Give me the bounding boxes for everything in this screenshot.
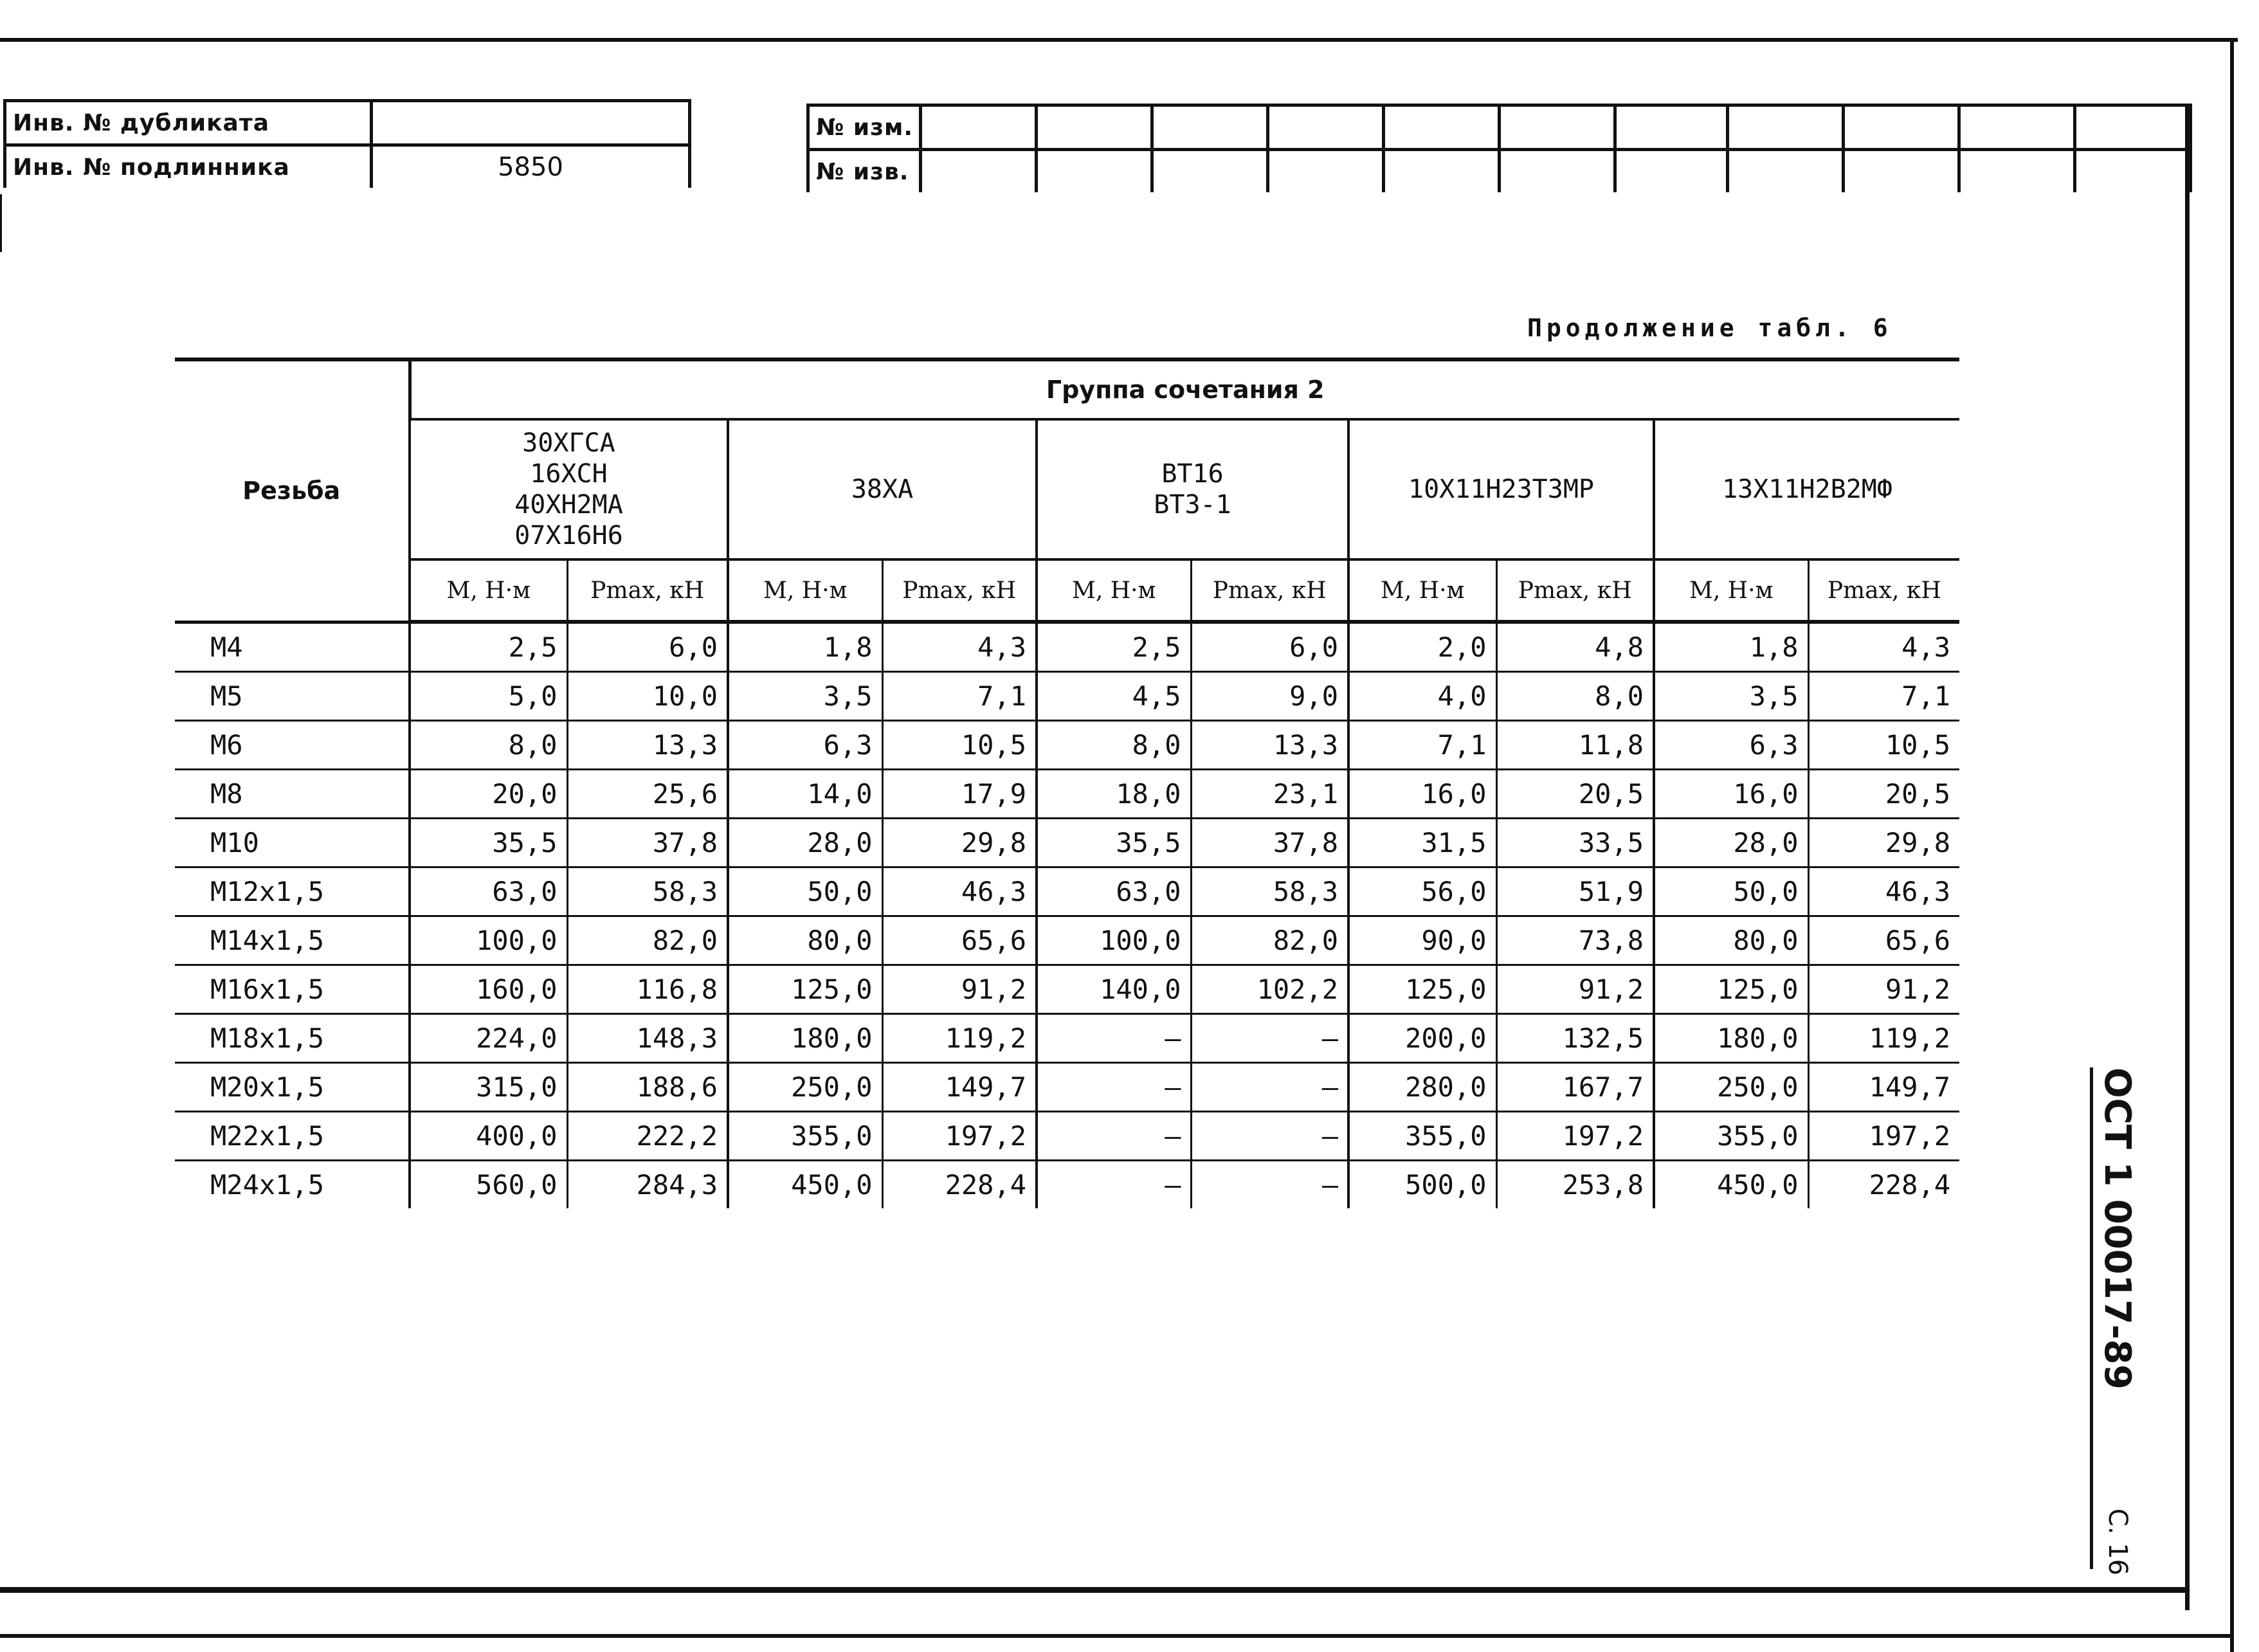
torque-cell: 500,0 [1348, 1161, 1496, 1209]
force-cell: 228,4 [882, 1161, 1037, 1209]
torque-cell: 160,0 [410, 965, 567, 1014]
force-cell: 197,2 [882, 1112, 1037, 1161]
torque-cell: 400,0 [410, 1112, 567, 1161]
force-cell: 119,2 [1808, 1014, 1959, 1063]
thread-size-cell: М18х1,5 [175, 1014, 410, 1063]
original-label: Инв. № подлинника [5, 145, 372, 188]
force-cell: 167,7 [1496, 1063, 1654, 1112]
force-cell: 58,3 [1191, 867, 1348, 916]
torque-cell: 35,5 [410, 819, 567, 867]
table-row [175, 1063, 1959, 1112]
torque-cell: 63,0 [1037, 867, 1191, 916]
force-cell: 6,0 [1191, 622, 1348, 672]
torque-cell: 4,0 [1348, 672, 1496, 721]
material-header-row [175, 419, 1959, 559]
force-cell: – [1191, 1161, 1348, 1209]
torque-cell: 224,0 [410, 1014, 567, 1063]
force-cell: 29,8 [1808, 819, 1959, 867]
material-header: 30ХГСА 16ХСН 40ХН2МА 07Х16Н6 [410, 419, 728, 559]
group-header: Группа сочетания 2 [410, 359, 1959, 419]
force-cell: 91,2 [882, 965, 1037, 1014]
force-cell: – [1191, 1063, 1348, 1112]
table-row [175, 770, 1959, 819]
force-cell: 148,3 [567, 1014, 728, 1063]
original-value: 5850 [372, 145, 690, 188]
torque-cell: 200,0 [1348, 1014, 1496, 1063]
unit-header-row [175, 559, 1959, 622]
force-cell: 149,7 [882, 1063, 1037, 1112]
stamp-cell [1152, 105, 1268, 150]
torque-unit-header: М, Н·м [1654, 559, 1808, 622]
torque-cell: 16,0 [1654, 770, 1808, 819]
torque-cell: 14,0 [728, 770, 882, 819]
force-cell: 7,1 [1808, 672, 1959, 721]
torque-cell: – [1037, 1161, 1191, 1209]
stamp-cell [1384, 105, 1500, 150]
force-cell: 20,5 [1808, 770, 1959, 819]
force-cell: 13,3 [567, 721, 728, 770]
torque-cell: – [1037, 1112, 1191, 1161]
torque-cell: 1,8 [1654, 622, 1808, 672]
torque-cell: 560,0 [410, 1161, 567, 1209]
force-unit-header: Pmax, кН [1496, 559, 1654, 622]
torque-cell: 355,0 [728, 1112, 882, 1161]
force-cell: 10,5 [882, 721, 1037, 770]
force-unit-header: Pmax, кН [882, 559, 1037, 622]
torque-cell: 8,0 [410, 721, 567, 770]
force-cell: – [1191, 1014, 1348, 1063]
force-cell: 91,2 [1496, 965, 1654, 1014]
table-row [175, 819, 1959, 867]
frame-bottom-border [0, 1634, 2234, 1638]
force-cell: 65,6 [1808, 916, 1959, 965]
inner-frame-bottom-border [0, 1587, 2189, 1593]
inventory-stamp [3, 99, 691, 188]
torque-cell: – [1037, 1014, 1191, 1063]
change-number-row [808, 105, 2191, 150]
torque-cell: 5,0 [410, 672, 567, 721]
force-cell: 4,3 [882, 622, 1037, 672]
torque-cell: 90,0 [1348, 916, 1496, 965]
force-cell: 8,0 [1496, 672, 1654, 721]
torque-cell: 125,0 [1654, 965, 1808, 1014]
torque-cell: 56,0 [1348, 867, 1496, 916]
stamp-cell [1844, 150, 1959, 193]
torque-cell: 180,0 [728, 1014, 882, 1063]
side-title-block [2089, 1067, 2146, 1595]
force-cell: 11,8 [1496, 721, 1654, 770]
thread-size-cell: М24х1,5 [210, 1169, 325, 1201]
torque-cell: 100,0 [1037, 916, 1191, 965]
table-row [175, 1161, 1959, 1209]
page-number: С. 16 [2103, 1508, 2132, 1575]
force-cell: 13,3 [1191, 721, 1348, 770]
material-header: ВТ16 ВТ3-1 [1037, 419, 1348, 559]
force-cell: 197,2 [1496, 1112, 1654, 1161]
force-cell: 46,3 [1808, 867, 1959, 916]
torque-cell: 280,0 [1348, 1063, 1496, 1112]
torque-unit-header: М, Н·м [1037, 559, 1191, 622]
inner-frame-right-border [2185, 104, 2190, 1610]
force-unit-header: Pmax, кН [567, 559, 728, 622]
stamp-cell [2075, 150, 2191, 193]
table-row [175, 916, 1959, 965]
torque-cell: 50,0 [1654, 867, 1808, 916]
torque-cell: 18,0 [1037, 770, 1191, 819]
force-cell: 9,0 [1191, 672, 1348, 721]
force-cell: 51,9 [1496, 867, 1654, 916]
torque-cell: 7,1 [1348, 721, 1496, 770]
force-cell: 228,4 [1808, 1161, 1959, 1209]
stamp-cell [1728, 105, 1844, 150]
force-cell: 46,3 [882, 867, 1037, 916]
stamp-cell [1959, 105, 2075, 150]
stamp-cell [1615, 105, 1728, 150]
force-cell: 65,6 [882, 916, 1037, 965]
thread-column-header: Резьба [175, 359, 410, 622]
group-header-row [175, 359, 1959, 419]
table-row [175, 622, 1959, 672]
stamp-cell [1037, 150, 1152, 193]
material-header: 10Х11Н23Т3МР [1348, 419, 1654, 559]
force-cell: 132,5 [1496, 1014, 1654, 1063]
torque-table [175, 358, 1959, 1208]
table-row [175, 721, 1959, 770]
force-cell: 82,0 [1191, 916, 1348, 965]
force-cell: 253,8 [1496, 1161, 1654, 1209]
stamp-cell [1728, 150, 1844, 193]
thread-size-cell: М22х1,5 [175, 1112, 410, 1161]
stamp-cell [2075, 105, 2191, 150]
table-row [175, 965, 1959, 1014]
torque-cell: 3,5 [1654, 672, 1808, 721]
stamp-cell [1152, 150, 1268, 193]
torque-cell: 2,0 [1348, 622, 1496, 672]
torque-cell: 35,5 [1037, 819, 1191, 867]
torque-cell: 28,0 [1654, 819, 1808, 867]
duplicate-value [372, 101, 690, 145]
force-cell: 37,8 [1191, 819, 1348, 867]
force-unit-header: Pmax, кН [1808, 559, 1959, 622]
force-cell: – [1191, 1112, 1348, 1161]
force-cell: 10,0 [567, 672, 728, 721]
stamp-cell [1384, 150, 1500, 193]
torque-cell: 355,0 [1348, 1112, 1496, 1161]
torque-cell: 16,0 [1348, 770, 1496, 819]
force-cell: 149,7 [1808, 1063, 1959, 1112]
torque-cell: 6,3 [1654, 721, 1808, 770]
table-row [175, 867, 1959, 916]
force-cell: 4,3 [1808, 622, 1959, 672]
change-number-label: № изм. [808, 105, 921, 150]
force-unit-header: Pmax, кН [1191, 559, 1348, 622]
force-cell: 58,3 [567, 867, 728, 916]
torque-cell: 28,0 [728, 819, 882, 867]
torque-cell: 125,0 [1348, 965, 1496, 1014]
table-continuation-caption: Продолжение табл. 6 [1527, 314, 1892, 342]
original-row [5, 145, 690, 188]
torque-cell: – [1037, 1063, 1191, 1112]
force-cell: 10,5 [1808, 721, 1959, 770]
stamp-cell [1844, 105, 1959, 150]
table-row [175, 1014, 1959, 1063]
notice-number-label: № изв. [808, 150, 921, 193]
torque-unit-header: М, Н·м [1348, 559, 1496, 622]
torque-cell: 6,3 [728, 721, 882, 770]
stamp-cell [1959, 150, 2075, 193]
force-cell: 91,2 [1808, 965, 1959, 1014]
torque-cell: 355,0 [1654, 1112, 1808, 1161]
duplicate-row [5, 101, 690, 145]
torque-cell: 1,8 [728, 622, 882, 672]
force-cell: 20,5 [1496, 770, 1654, 819]
document-code: ОСТ 1 00017-89 [2096, 1067, 2139, 1390]
torque-cell: 250,0 [1654, 1063, 1808, 1112]
stamp-cell [1500, 150, 1615, 193]
force-cell: 37,8 [567, 819, 728, 867]
torque-cell: 50,0 [728, 867, 882, 916]
thread-size-cell: М8 [175, 770, 410, 819]
torque-cell: 450,0 [728, 1161, 882, 1209]
torque-cell: 450,0 [1654, 1161, 1808, 1209]
thread-size-cell: М14х1,5 [175, 916, 410, 965]
torque-cell: 3,5 [728, 672, 882, 721]
force-cell: 33,5 [1496, 819, 1654, 867]
stamp-cell [1268, 150, 1384, 193]
torque-cell: 4,5 [1037, 672, 1191, 721]
table-row [175, 672, 1959, 721]
stamp-cell [921, 105, 1037, 150]
torque-cell: 125,0 [728, 965, 882, 1014]
notice-number-row [808, 150, 2191, 193]
torque-unit-header: М, Н·м [410, 559, 567, 622]
thread-size-cell: М6 [175, 721, 410, 770]
force-cell: 102,2 [1191, 965, 1348, 1014]
thread-size-cell: М16х1,5 [175, 965, 410, 1014]
force-cell: 119,2 [882, 1014, 1037, 1063]
torque-unit-header: М, Н·м [728, 559, 882, 622]
force-cell: 4,8 [1496, 622, 1654, 672]
frame-left-stub [0, 194, 2, 252]
force-cell: 188,6 [567, 1063, 728, 1112]
force-cell: 29,8 [882, 819, 1037, 867]
force-cell: 7,1 [882, 672, 1037, 721]
torque-cell: 315,0 [410, 1063, 567, 1112]
torque-cell: 8,0 [1037, 721, 1191, 770]
force-cell: 6,0 [567, 622, 728, 672]
force-cell: 222,2 [567, 1112, 728, 1161]
torque-cell: 80,0 [1654, 916, 1808, 965]
thread-size-cell: М4 [175, 622, 410, 672]
stamp-cell [1037, 105, 1152, 150]
thread-size-cell: М12х1,5 [175, 867, 410, 916]
torque-cell: 80,0 [728, 916, 882, 965]
duplicate-label: Инв. № дубликата [5, 101, 372, 145]
torque-cell: 20,0 [410, 770, 567, 819]
torque-cell: 2,5 [1037, 622, 1191, 672]
thread-size-cell: М5 [175, 672, 410, 721]
stamp-cell [1615, 150, 1728, 193]
thread-size-cell: М10 [175, 819, 410, 867]
table-row [175, 1112, 1959, 1161]
torque-cell: 63,0 [410, 867, 567, 916]
force-cell: 25,6 [567, 770, 728, 819]
force-cell: 284,3 [567, 1161, 728, 1209]
thread-size-cell: М20х1,5 [175, 1063, 410, 1112]
torque-cell: 250,0 [728, 1063, 882, 1112]
frame-right-border [2230, 38, 2234, 1652]
revision-stamp [806, 104, 2192, 192]
material-header: 38ХА [728, 419, 1037, 559]
torque-cell: 31,5 [1348, 819, 1496, 867]
force-cell: 82,0 [567, 916, 728, 965]
torque-cell: 140,0 [1037, 965, 1191, 1014]
force-cell: 116,8 [567, 965, 728, 1014]
stamp-cell [1500, 105, 1615, 150]
force-cell: 23,1 [1191, 770, 1348, 819]
frame-top-border [0, 38, 2238, 42]
force-cell: 197,2 [1808, 1112, 1959, 1161]
material-header: 13Х11Н2В2МФ [1654, 419, 1959, 559]
torque-cell: 100,0 [410, 916, 567, 965]
stamp-cell [921, 150, 1037, 193]
force-cell: 73,8 [1496, 916, 1654, 965]
torque-cell: 180,0 [1654, 1014, 1808, 1063]
stamp-cell [1268, 105, 1384, 150]
force-cell: 17,9 [882, 770, 1037, 819]
table-body [175, 622, 1959, 1208]
torque-cell: 2,5 [410, 622, 567, 672]
